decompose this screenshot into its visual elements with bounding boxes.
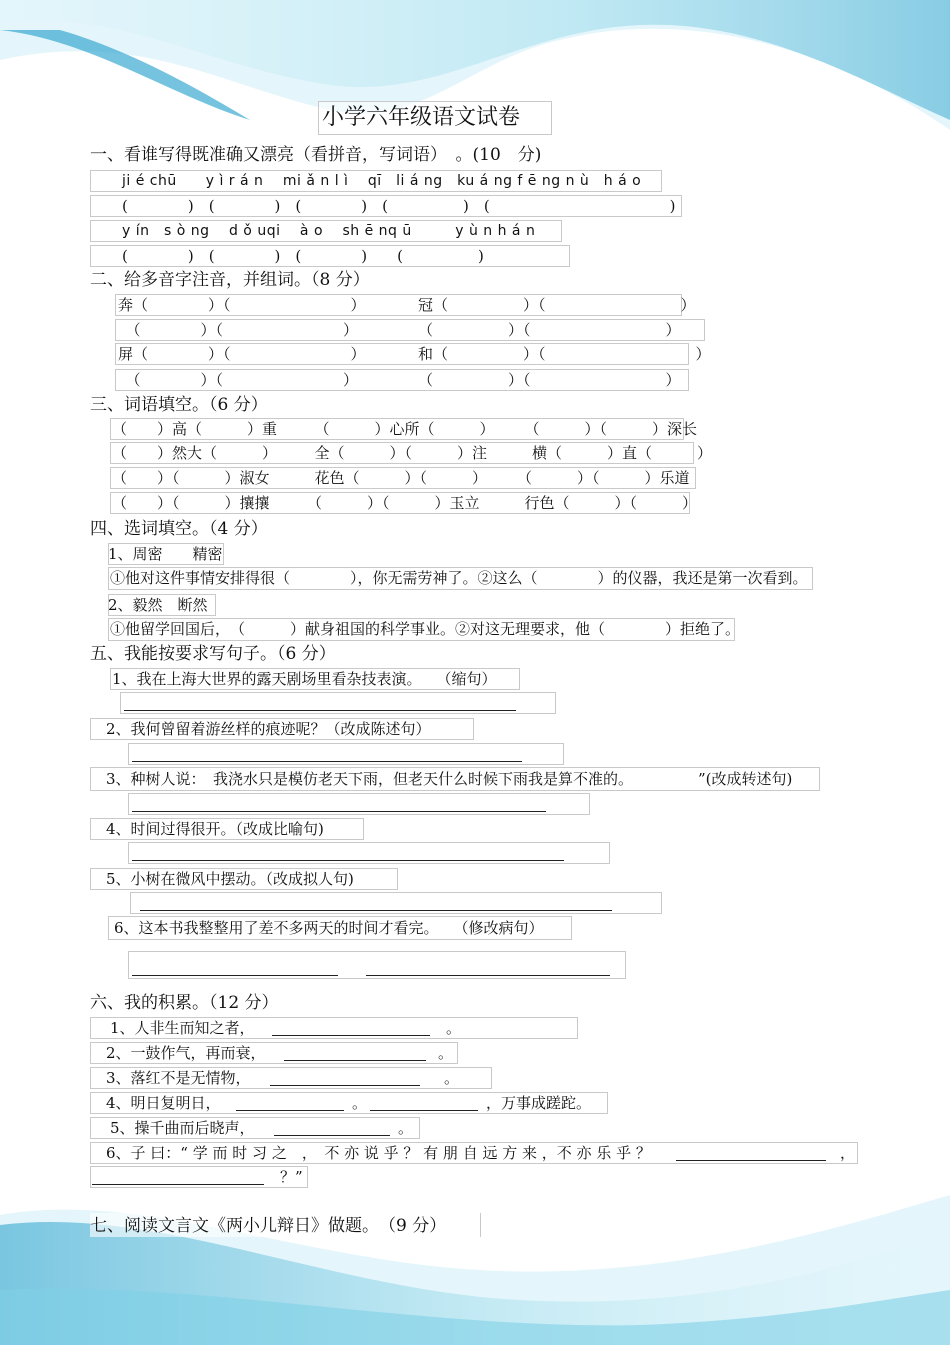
recite-q2: 2、一鼓作气，再而衰， — [106, 1044, 266, 1062]
answer-brackets-2[interactable]: ( ) ( ) ( ) ( ) — [122, 247, 484, 265]
section-4-heading: 四、选词填空。（4 分） — [90, 519, 268, 539]
recite-q4: 4、明日复明日， — [106, 1094, 221, 1112]
answer-line-2[interactable] — [132, 761, 522, 762]
recite-q2-end: 。 — [438, 1044, 454, 1062]
answer-line-4[interactable] — [132, 860, 564, 861]
exam-title: 小学六年级语文试卷 — [322, 105, 521, 130]
recite-q3-end: 。 — [444, 1069, 460, 1087]
recite-q3: 3、落红不是无情物， — [106, 1069, 251, 1087]
recite-q2-blank[interactable] — [284, 1060, 426, 1061]
section-2-heading: 二、给多音字注音，并组词。（8 分） — [90, 270, 370, 290]
answer-line-1[interactable] — [124, 710, 516, 711]
fill-row-2[interactable]: （ ）然大（ ） 全（ ）（ ）注 横（ ）直（ ） — [112, 444, 713, 462]
recite-q1-blank[interactable] — [272, 1035, 430, 1036]
section-1-heading: 一、看谁写得既准确又漂亮（看拼音，写词语） 。(10 分) — [90, 145, 542, 165]
polyphone-row-4[interactable]: （ ）（ ） （ ）（ ） — [118, 371, 681, 389]
recite-q4-mid: 。 — [352, 1094, 368, 1112]
pinyin-row-1: ji é chū y ì r á n mi ǎ n l ì qī li á ng ku á ng f ē ng n ù h á o — [122, 173, 642, 189]
answer-brackets-1[interactable]: ( ) ( ) ( ) ( ) ( ) — [122, 197, 676, 215]
answer-line-6a[interactable] — [132, 975, 338, 976]
fill-row-1[interactable]: （ ）高（ ）重 （ ）心所（ ） （ ）（ ）深长 — [112, 420, 698, 438]
choice-question-1[interactable]: ①他对这件事情安排得很（ ），你无需劳神了。②这么（ ）的仪器，我还是第一次看到。 — [110, 569, 808, 587]
recite-q5-end: 。 — [398, 1119, 414, 1137]
sentence-q1: 1、我在上海大世界的露天剧场里看杂技表演。 （缩句） — [112, 670, 497, 688]
polyphone-row-2[interactable]: （ ）（ ） （ ）（ ） — [118, 321, 681, 339]
recite-q5-blank[interactable] — [274, 1135, 390, 1136]
recite-q6-end: ？” — [280, 1168, 303, 1186]
choice-question-2[interactable]: ①他留学回国后， （ ）献身祖国的科学事业。②对这无理要求，他（ ）拒绝了。 — [110, 620, 741, 638]
section-3-heading: 三、词语填空。（6 分） — [90, 395, 268, 415]
recite-q1: 1、人非生而知之者， — [110, 1019, 255, 1037]
sentence-q3-suffix: ”(改成转述句) — [698, 770, 793, 788]
sentence-q3: 3、种树人说： 我浇水只是模仿老天下雨，但老天什么时候下雨我是算不准的。 — [106, 770, 634, 788]
section-7-heading: 七、阅读文言文《两小儿辩日》做题。 （9 分） — [90, 1216, 447, 1236]
answer-line-6b[interactable] — [366, 975, 610, 976]
recite-q4-blank-2[interactable] — [370, 1110, 478, 1111]
pinyin-row-2: y ín s ò ng d ǒ uqi à o sh ē nq ū y ù n h á n — [122, 223, 536, 239]
word-group-2: 2、毅然 断然 — [108, 596, 208, 614]
recite-q4-end: ，万事成蹉跎。 — [486, 1094, 592, 1112]
polyphone-row-1[interactable]: 奔（ ）（ ） 冠（ ）（ ） — [118, 296, 696, 314]
recite-q6-blank-1[interactable] — [676, 1160, 826, 1161]
recite-q5: 5、操千曲而后晓声， — [110, 1119, 255, 1137]
sentence-q2: 2、我何曾留着游丝样的痕迹呢？（改成陈述句） — [106, 720, 431, 738]
answer-line-5[interactable] — [140, 910, 612, 911]
sentence-q6: 6、这本书我整整用了差不多两天的时间才看完。 （修改病句） — [114, 919, 544, 937]
fill-row-3[interactable]: （ ）（ ）淑女 花色（ ）（ ） （ ）（ ）乐道 — [112, 469, 690, 487]
recite-q4-blank-1[interactable] — [236, 1110, 344, 1111]
recite-q3-blank[interactable] — [270, 1085, 420, 1086]
section-6-heading: 六、我的积累。（12 分） — [90, 993, 279, 1013]
fill-row-4[interactable]: （ ）（ ）攘攘 （ ）（ ）玉立 行色（ ）（ ） — [112, 494, 698, 512]
word-group-1: 1、周密 精密 — [108, 545, 223, 563]
section-5-heading: 五、我能按要求写句子。（6 分） — [90, 644, 336, 664]
sentence-q4: 4、时间过得很开。（改成比喻句) — [106, 820, 324, 838]
recite-q6-blank-2[interactable] — [92, 1184, 264, 1185]
recite-q1-end: 。 — [446, 1019, 462, 1037]
recite-q6: 6、子 曰：“ 学 而 时 习 之 ， 不 亦 说 乎 ？ 有 朋 自 远 方 来 ，不 亦 乐 乎 ？ — [106, 1144, 651, 1162]
answer-line-3[interactable] — [132, 811, 546, 812]
polyphone-row-3[interactable]: 屏（ ）（ ） 和（ ）（ ） — [118, 345, 711, 363]
recite-q6-comma: ， — [840, 1144, 856, 1162]
sentence-q5: 5、小树在微风中摆动。（改成拟人句) — [106, 870, 354, 888]
